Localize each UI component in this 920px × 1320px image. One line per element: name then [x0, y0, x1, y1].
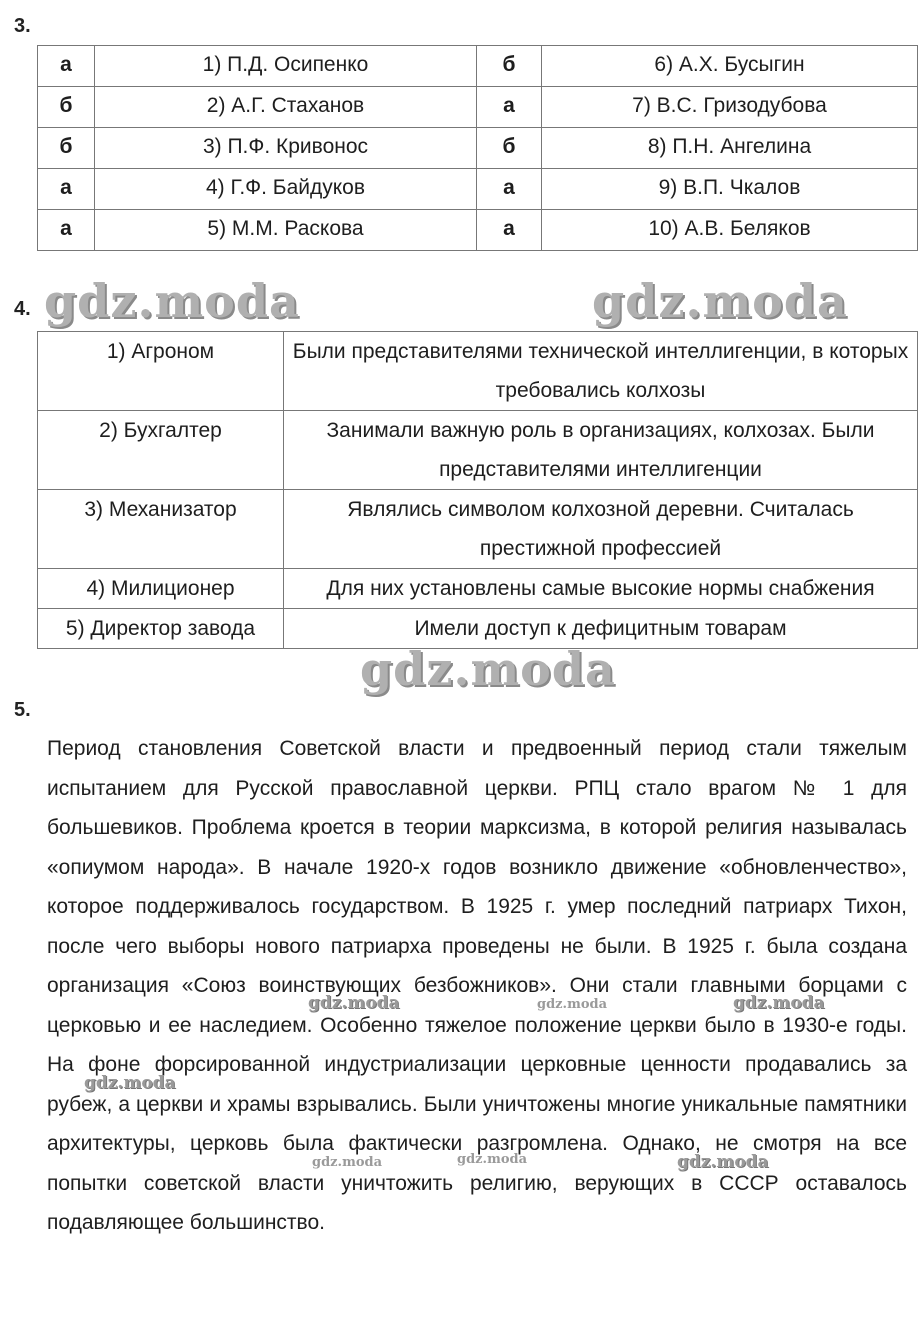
watermark: gdz.moda: [84, 1073, 176, 1093]
profession-cell: 3) Механизатор: [38, 490, 284, 569]
answer-letter: б: [38, 87, 95, 128]
answer-letter: б: [477, 46, 542, 87]
task-3-table: [37, 45, 918, 251]
table-row: [38, 411, 918, 490]
table-row: [38, 490, 918, 569]
answer-letter: а: [477, 210, 542, 251]
person-name: 7) В.С. Гризодубова: [542, 87, 918, 128]
person-name: 8) П.Н. Ангелина: [542, 128, 918, 169]
answer-letter: б: [38, 128, 95, 169]
answer-letter: а: [38, 169, 95, 210]
task-5-paragraph: Период становления Советской власти и предвоенный период стали тяжелым испытанием для Русской православной церкви. РПЦ стало врагом № 1 для большевиков. Проблема кроется в теории марксизма, в которой религия называлась «опиумом народа». В начале 1920-х годов возникло движение «обновленчество», которое поддерживалось государством. В 1925 г. умер последний патриарх Тихон, после чего выборы нового патриарха проведены не были. В 1925 г. была создана организация «Союз воинствующих безбожников». Они стали главными борцами с церковью и ее наследием. Особенно тяжелое положение церкви было в 1930-е годы. На фоне форсированной индустриализации церковные ценности продавались за рубеж, а церкви и храмы взрывались. Были уничтожены многие уникальные памятники архитектуры, церковь была фактически разгромлена. Однако, не смотря на все попытки советской власти уничтожить религию, верующих в СССР оставалось подавляющее большинство.: [47, 737, 907, 1234]
table-row: [38, 169, 918, 210]
table-row: [38, 46, 918, 87]
description-cell: Занимали важную роль в организациях, колхозах. Были представителями интеллигенции: [284, 411, 918, 490]
watermark: gdz.moda: [592, 274, 848, 328]
description-cell: Имели доступ к дефицитным товарам: [284, 609, 918, 649]
profession-cell: 4) Милиционер: [38, 569, 284, 609]
person-name: 2) А.Г. Стаханов: [95, 87, 477, 128]
table-row: [38, 569, 918, 609]
table-row: [38, 609, 918, 649]
task-3-number: 3.: [14, 15, 31, 37]
profession-cell: 2) Бухгалтер: [38, 411, 284, 490]
watermark: gdz.moda: [308, 993, 400, 1013]
table-row: [38, 128, 918, 169]
person-name: 9) В.П. Чкалов: [542, 169, 918, 210]
description-cell: Были представителями технической интеллигенции, в которых требовались колхозы: [284, 332, 918, 411]
person-name: 10) А.В. Беляков: [542, 210, 918, 251]
table-row: [38, 87, 918, 128]
person-name: 4) Г.Ф. Байдуков: [95, 169, 477, 210]
person-name: 3) П.Ф. Кривонос: [95, 128, 477, 169]
watermark: gdz.moda: [312, 1155, 383, 1170]
answer-letter: а: [477, 87, 542, 128]
watermark: gdz.moda: [360, 642, 616, 696]
table-row: [38, 210, 918, 251]
profession-cell: 1) Агроном: [38, 332, 284, 411]
answer-letter: б: [477, 128, 542, 169]
watermark: gdz.moda: [677, 1152, 769, 1172]
watermark: gdz.moda: [733, 993, 825, 1013]
task-4-number: 4.: [14, 298, 31, 320]
person-name: 5) М.М. Раскова: [95, 210, 477, 251]
description-cell: Для них установлены самые высокие нормы снабжения: [284, 569, 918, 609]
profession-cell: 5) Директор завода: [38, 609, 284, 649]
description-cell: Являлись символом колхозной деревни. Считалась престижной профессией: [284, 490, 918, 569]
answer-letter: а: [38, 210, 95, 251]
watermark: gdz.moda: [457, 1152, 528, 1167]
answer-letter: а: [38, 46, 95, 87]
task-4-table: [37, 331, 918, 649]
table-row: [38, 332, 918, 411]
person-name: 1) П.Д. Осипенко: [95, 46, 477, 87]
task-5-number: 5.: [14, 699, 31, 721]
watermark: gdz.moda: [44, 274, 300, 328]
watermark: gdz.moda: [537, 997, 608, 1012]
answer-letter: а: [477, 169, 542, 210]
person-name: 6) А.Х. Бусыгин: [542, 46, 918, 87]
